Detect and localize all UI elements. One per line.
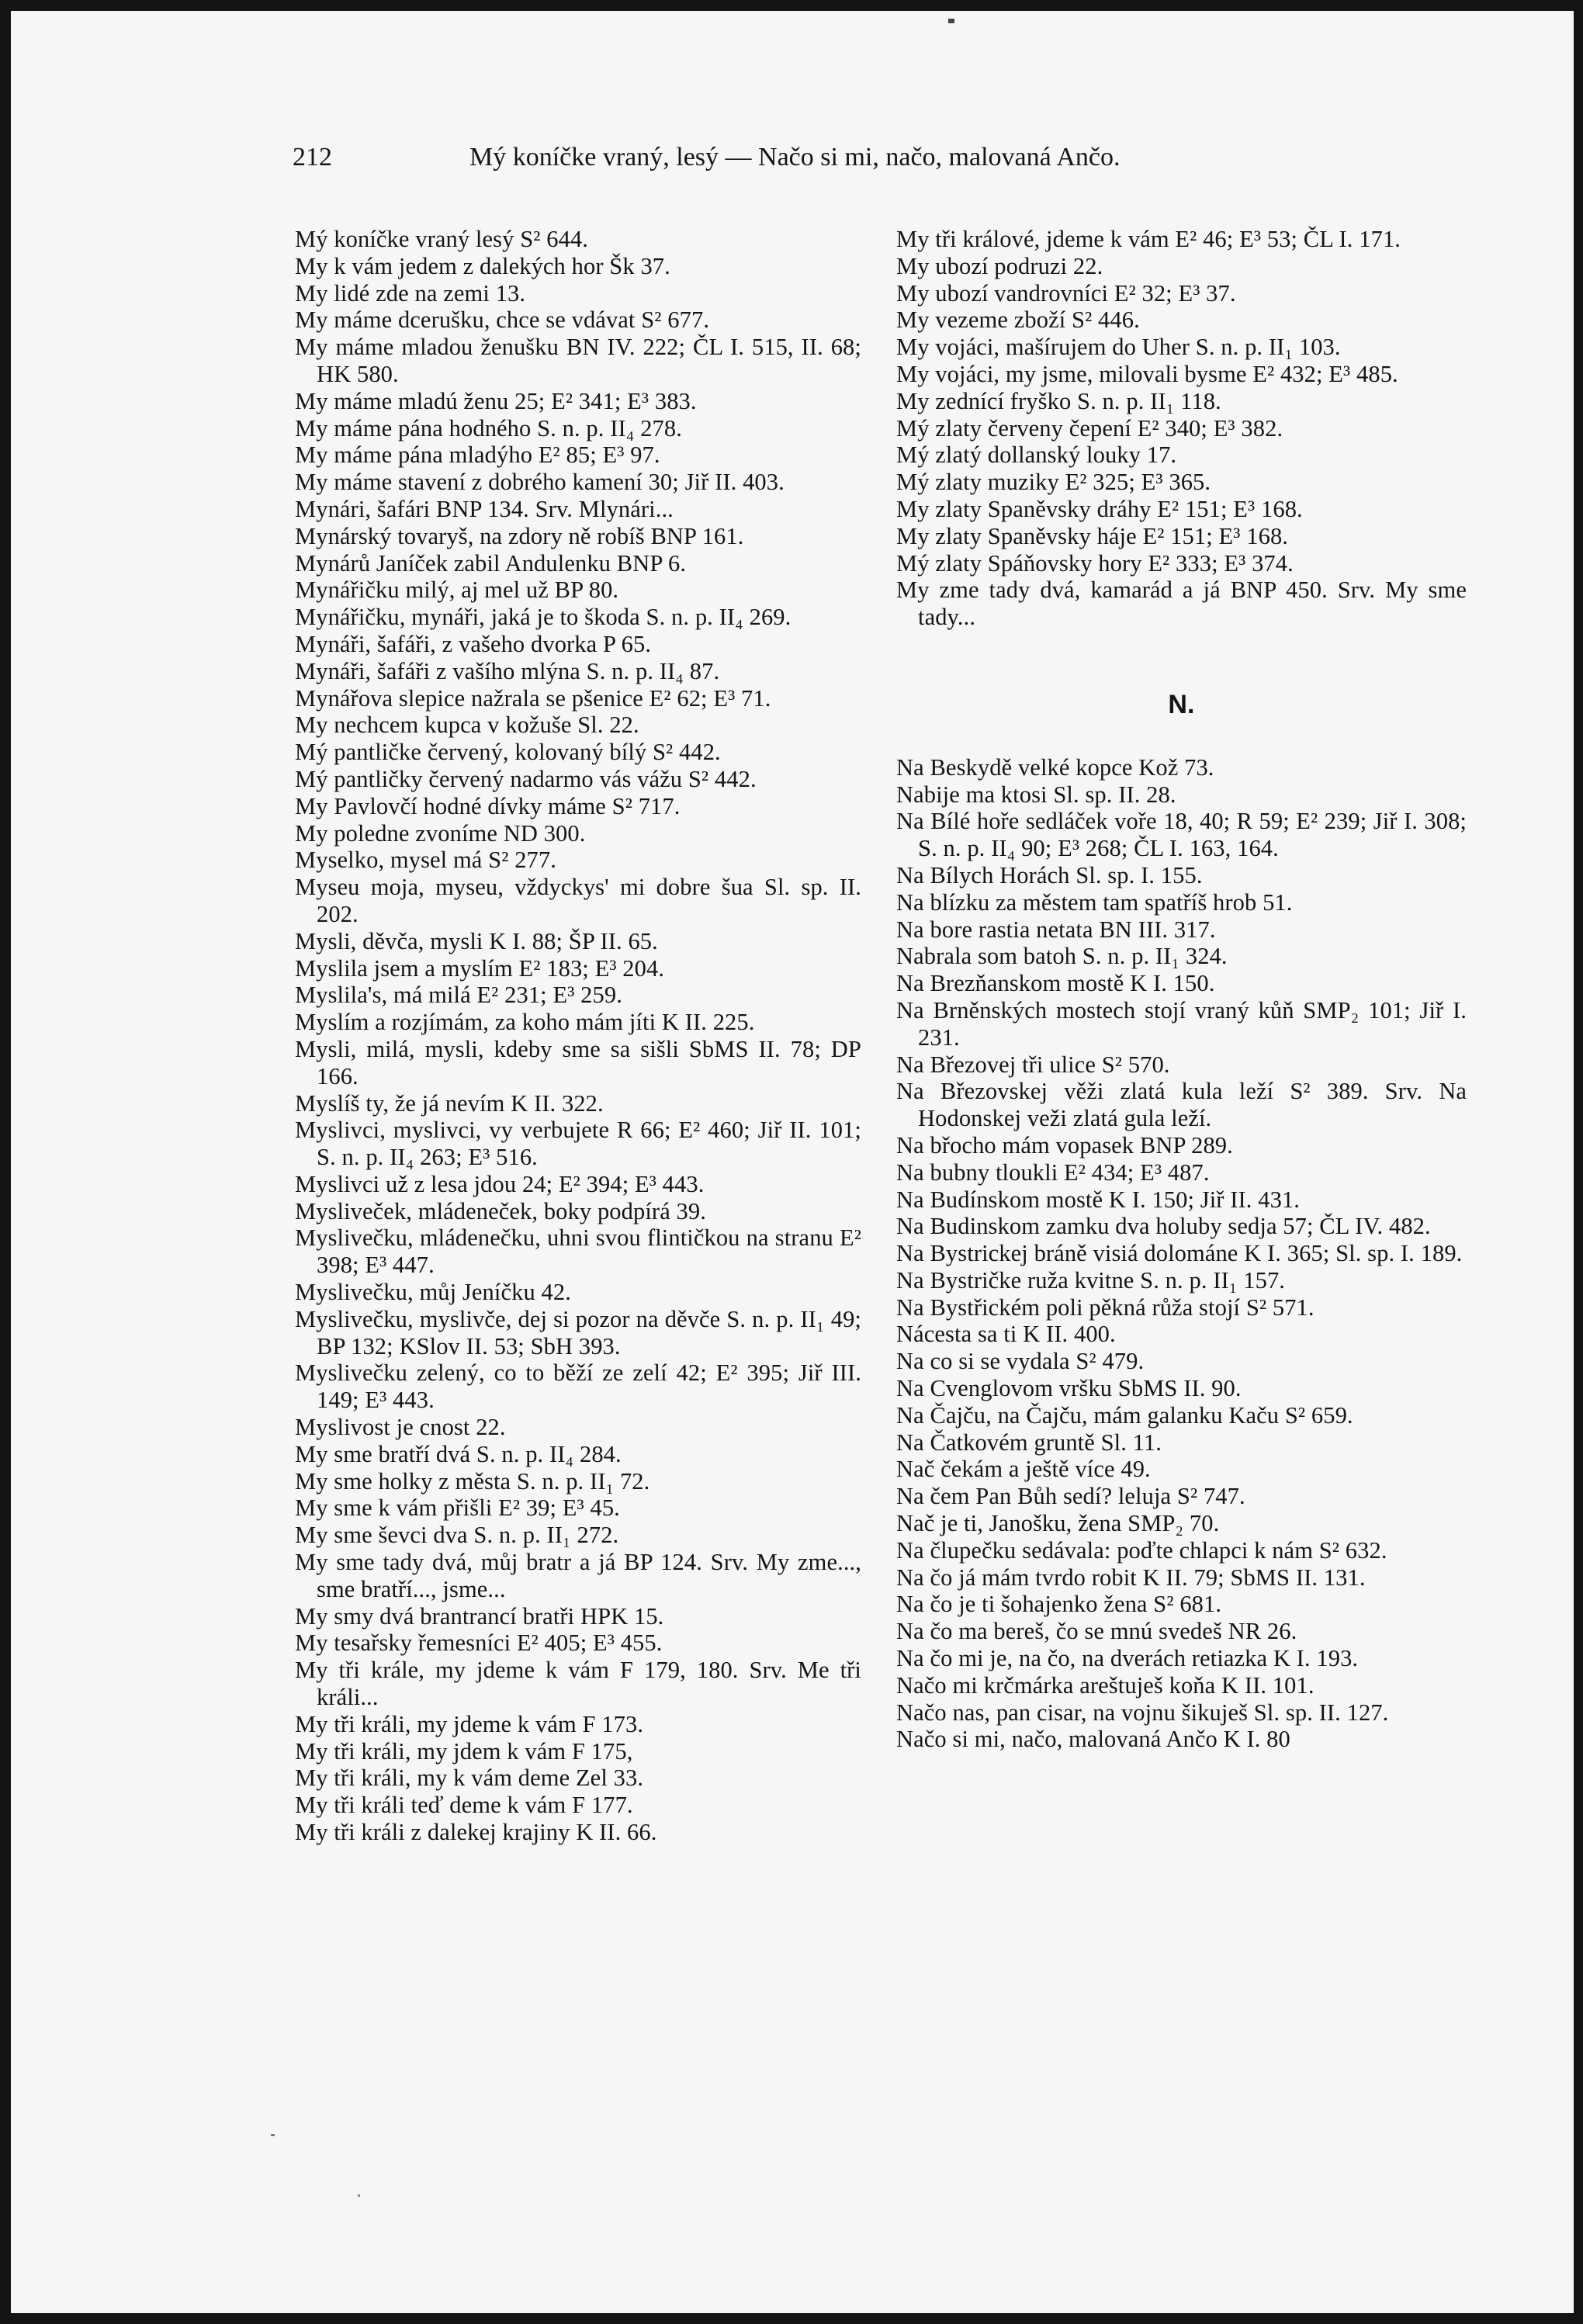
index-entry: Na Budínskom mostě K I. 150; Jiř II. 431. [896,1186,1301,1213]
index-entry: Mý pantličke červený, kolovaný bílý S² 442. [295,739,721,766]
index-entry: My tři králi, my jdem k vám F 175, [295,1737,633,1765]
index-entry: Myseu moja, myseu, vždyckys' mi dobre šua Sl. sp. II. 202. [295,874,861,927]
index-entry: My lidé zde na zemi 13. [295,279,526,307]
index-entry: Na Budinskom zamku dva holuby sedja 57; ČL IV. 482. [896,1213,1431,1240]
index-entries-m [896,226,1467,631]
index-entry: Nač je ti, Janošku, žena SMP₂ 70. [896,1510,1220,1537]
index-entry: Na Brněnských mostech stojí vraný kůň SMP₂ 101; Jiř I. 231. [896,996,1467,1051]
index-entry: My máme mladú ženu 25; E² 341; E³ 383. [295,387,697,414]
index-entry: My zlaty Spaněvsky dráhy E² 151; E³ 168. [896,495,1303,522]
print-speck [358,2194,360,2197]
index-entry: Na Bystričke ruža kvitne S. n. p. II₁ 157. [896,1266,1286,1294]
index-entry: My tři krále, my jdeme k vám F 179, 180. Srv. Me tři králi... [295,1657,861,1711]
index-entry: Mynáři, šafáři, z vašeho dvorka P 65. [295,630,652,657]
index-entry: Nač čekám a ještě více 49. [896,1456,1151,1483]
index-entry: Na Březovej tři ulice S² 570. [896,1051,1170,1078]
index-entry: Mynářova slepice nažrala se pšenice E² 62; E³ 71. [295,684,771,712]
index-entry: My tři králi, my jdeme k vám F 173. [295,1710,644,1737]
print-mark [948,19,954,23]
index-entry: Mynárů Janíček zabil Andulenku BNP 6. [295,549,687,577]
index-entry: Myslivci už z lesa jdou 24; E² 394; E³ 443. [295,1170,705,1197]
index-entry: Nabije ma ktosi Sl. sp. II. 28. [896,781,1176,808]
page-header [293,138,1301,177]
index-entry: Myselko, mysel má S² 277. [295,847,556,874]
index-entry: Myslivečku zelený, co to běží ze zelí 42; E² 395; Jiř III. 149; E³ 443. [295,1359,861,1414]
index-entry: My zme tady dvá, kamarád a já BNP 450. Srv. My sme tady... [896,577,1467,631]
index-entry: My sme k vám přišli E² 39; E³ 45. [295,1494,620,1522]
print-speck [271,2134,275,2136]
index-entry: My ubozí vandrovníci E² 32; E³ 37. [896,279,1236,307]
index-entry: My zlaty Spaněvsky háje E² 151; E³ 168. [896,522,1289,549]
index-entry: Mynářičku, mynáři, jaká je to škoda S. n. p. II₄ 269. [295,604,792,631]
index-entry: My sme bratří dvá S. n. p. II₄ 284. [295,1440,622,1467]
index-entry: Na čem Pan Bůh sedí? leluja S² 747. [896,1483,1245,1510]
index-entry: Na Bílych Horách Sl. sp. I. 155. [896,861,1203,888]
index-entry: Mynáři, šafáři z vašího mlýna S. n. p. II₄ 87. [295,657,720,684]
index-entry: Na Čajču, na Čajču, mám galanku Kaču S² 659. [896,1401,1353,1429]
index-entry: Mý pantličky červený nadarmo vás vážu S² 442. [295,765,757,792]
index-entry: Na Bystrickej bráně visiá dolománe K I. 365; Sl. sp. I. 189. [896,1240,1463,1267]
running-title: Mý koníčke vraný, lesý — Načo si mi, načo, malovaná Ančo. [469,143,1121,171]
index-entry: Myslivost je cnost 22. [295,1414,506,1441]
index-entry: My sme holky z města S. n. p. II₁ 72. [295,1467,650,1494]
index-entry: My vojáci, mašírujem do Uher S. n. p. II₁ 103. [896,334,1341,361]
index-entries-n [896,754,1467,1753]
index-entry: Mysli, milá, mysli, kdeby sme sa sišli SbMS II. 78; DP 166. [295,1035,861,1089]
index-entry: Na čo já mám tvrdo robit K II. 79; SbMS II. 131. [896,1564,1366,1591]
index-entry: Na blízku za městem tam spatříš hrob 51. [896,888,1293,916]
index-entry: My vezeme zboží S² 446. [896,307,1140,334]
index-entry: Načo nas, pan cisar, na vojnu šikuješ Sl. sp. II. 127. [896,1699,1389,1726]
index-entry: Na Cvenglovom vršku SbMS II. 90. [896,1375,1242,1402]
page-number: 212 [293,143,332,171]
index-entry: Myslivečku, myslivče, dej si pozor na děvče S. n. p. II₁ 49; BP 132; KSlov II. 53; SbH 393. [295,1305,861,1359]
index-entry: Načo mi krčmárka areštuješ koňa K II. 101. [896,1671,1315,1699]
index-entry: My tři králi, my k vám deme Zel 33. [295,1765,644,1792]
index-column-left [295,226,861,1846]
index-entry: My máme mladou ženušku BN IV. 222; ČL I. 515, II. 68; HK 580. [295,334,861,387]
index-entry: Nácesta sa ti K II. 400. [896,1321,1116,1348]
index-entry: My k vám jedem z dalekých hor Šk 37. [295,252,670,279]
index-entry: Mý zlatý dollanský louky 17. [896,442,1177,469]
index-entry: My nechcem kupca v kožuše Sl. 22. [295,712,639,739]
index-entry: Mý zlaty červeny čepení E² 340; E³ 382. [896,414,1283,442]
index-entry: My poledne zvoníme ND 300. [295,819,586,847]
index-entry: Na čo ma bereš, čo se mnú svedeš NR 26. [896,1618,1297,1645]
section-heading-n: N. [1168,689,1195,719]
index-entry: My zednící fryško S. n. p. II₁ 118. [896,387,1221,414]
index-entry: Na Bílé hoře sedláček voře 18, 40; R 59; E² 239; Jiř I. 308; S. n. p. II₄ 90; E³ 268; ČL I. 163, 164. [896,808,1467,862]
index-entry: Myslivečku, můj Jeníčku 42. [295,1279,571,1306]
index-entry: Myslivci, myslivci, vy verbujete R 66; E² 460; Jiř II. 101; S. n. p. II₄ 263; E³ 516. [295,1117,861,1171]
index-entry: Na čo mi je, na čo, na dverách retiazka K I. 193. [896,1645,1359,1672]
index-entry: My ubozí podruzi 22. [896,252,1103,279]
index-entry: Na Čatkovém gruntě Sl. 11. [896,1429,1162,1456]
index-entry: My tři králi teď deme k vám F 177. [295,1792,633,1819]
index-entry: Myslím a rozjímám, za koho mám jíti K II. 225. [295,1009,755,1036]
index-entry: Nabrala som batoh S. n. p. II₁ 324. [896,943,1228,970]
index-entry: My tesařsky řemesníci E² 405; E³ 455. [295,1630,663,1657]
index-entry: Na bore rastia netata BN III. 317. [896,916,1216,943]
index-entry: My tři králové, jdeme k vám E² 46; E³ 53; ČL I. 171. [896,226,1401,252]
index-entry: My máme pána hodného S. n. p. II₄ 278. [295,414,682,442]
index-entry: Na Bystřickém poli pěkná růža stojí S² 571. [896,1294,1315,1321]
index-entry: Na bubny tloukli E² 434; E³ 487. [896,1159,1210,1186]
index-entry: Mý zlaty muziky E² 325; E³ 365. [896,469,1211,496]
index-entry: Na co si se vydala S² 479. [896,1348,1145,1375]
index-entry: Na břocho mám vopasek BNP 289. [896,1131,1233,1159]
index-entry: My máme stavení z dobrého kamení 30; Jiř II. 403. [295,469,785,496]
index-entry: Mý koníčke vraný lesý S² 644. [295,226,588,252]
index-column-right [896,226,1467,1753]
index-entry: Na čo je ti šohajenko žena S² 681. [896,1591,1222,1618]
index-entry: Načo si mi, načo, malovaná Ančo K I. 80 [896,1726,1290,1753]
index-entry: Na Březovskej věži zlatá kula leží S² 389. Srv. Na Hodonskej veži zlatá gula leží. [896,1078,1467,1132]
index-entry: My tři králi z dalekej krajiny K II. 66. [295,1819,657,1846]
index-entry: My vojáci, my jsme, milovali bysme E² 432; E³ 485. [896,360,1398,387]
index-entry: Mynářičku milý, aj mel už BP 80. [295,577,619,604]
index-entry: Myslila's, má milá E² 231; E³ 259. [295,982,622,1009]
index-entry: Myslivečku, mládenečku, uhni svou flintičkou na stranu E² 398; E³ 447. [295,1224,861,1279]
index-entry: My sme ševci dva S. n. p. II₁ 272. [295,1522,619,1549]
index-entry: My sme tady dvá, můj bratr a já BP 124. Srv. My zme..., sme bratří..., jsme... [295,1549,861,1602]
index-entry: Myslíš ty, že já nevím K II. 322. [295,1089,604,1117]
index-entry: Mynári, šafári BNP 134. Srv. Mlynári... [295,495,674,522]
index-entry: Na Beskydě velké kopce Kož 73. [896,753,1214,781]
index-entry: My máme pána mladýho E² 85; E³ 97. [295,442,660,469]
index-entry: Na Brezňanskom mostě K I. 150. [896,970,1215,997]
index-entry: Myslila jsem a myslím E² 183; E³ 204. [295,954,665,982]
index-entry: My smy dvá brantrancí bratři HPK 15. [295,1602,664,1630]
index-entry: Na člupečku sedávala: poďte chlapci k nám S² 632. [896,1536,1387,1564]
index-entry: My máme dcerušku, chce se vdávat S² 677. [295,307,710,334]
index-entry: My Pavlovčí hodné dívky máme S² 717. [295,792,681,819]
index-entry: Mý zlaty Spáňovsky hory E² 333; E³ 374. [896,549,1294,577]
index-entry: Mysliveček, mládeneček, boky podpírá 39. [295,1197,706,1224]
index-entry: Mynárský tovaryš, na zdory ně robíš BNP 161. [295,522,744,549]
index-entry: Mysli, děvča, mysli K I. 88; ŠP II. 65. [295,927,658,954]
